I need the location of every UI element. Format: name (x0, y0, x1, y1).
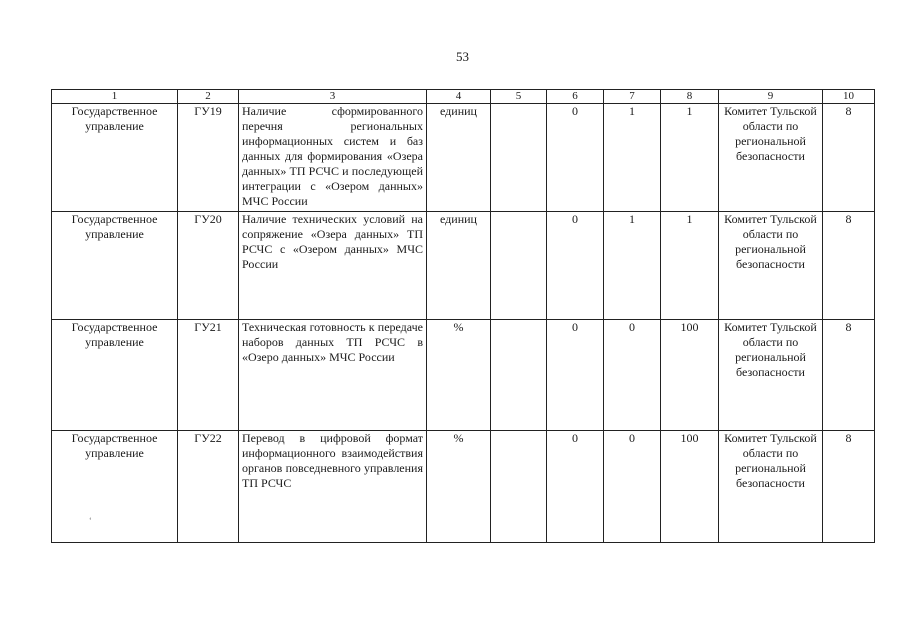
indicator-cell: Наличие технических условий на сопряжение «Озера данных» ТП РСЧС с «Озером данных» МЧС России (239, 212, 427, 320)
scan-speck: ‘ (89, 516, 92, 525)
column-header: 5 (491, 90, 547, 104)
column-header: 3 (239, 90, 427, 104)
code-cell: ГУ22 (178, 431, 239, 543)
unit-cell: % (427, 431, 491, 543)
col6-cell: 0 (547, 320, 604, 431)
column-header: 7 (604, 90, 661, 104)
area-cell: Государственное управление (52, 320, 178, 431)
column-header: 1 (52, 90, 178, 104)
unit-cell: % (427, 320, 491, 431)
col8-cell: 100 (661, 320, 719, 431)
area-cell: Государственное управление (52, 431, 178, 543)
col7-cell: 0 (604, 320, 661, 431)
responsible-cell: Комитет Тульской области по региональной безопасности (719, 212, 823, 320)
unit-cell: единиц (427, 212, 491, 320)
column-header: 10 (823, 90, 875, 104)
code-cell: ГУ19 (178, 104, 239, 212)
col8-cell: 1 (661, 212, 719, 320)
col6-cell: 0 (547, 104, 604, 212)
col7-cell: 0 (604, 431, 661, 543)
column-header: 9 (719, 90, 823, 104)
col10-cell: 8 (823, 320, 875, 431)
col5-cell (491, 320, 547, 431)
indicator-cell: Техническая готовность к передаче наборов данных ТП РСЧС в «Озеро данных» МЧС России (239, 320, 427, 431)
responsible-cell: Комитет Тульской области по региональной безопасности (719, 320, 823, 431)
responsible-cell: Комитет Тульской области по региональной безопасности (719, 104, 823, 212)
column-header: 6 (547, 90, 604, 104)
table-row (52, 320, 875, 431)
table-row (52, 104, 875, 212)
table-row (52, 431, 875, 543)
code-cell: ГУ20 (178, 212, 239, 320)
column-header: 2 (178, 90, 239, 104)
col5-cell (491, 431, 547, 543)
col6-cell: 0 (547, 431, 604, 543)
header-row (52, 90, 875, 104)
col8-cell: 100 (661, 431, 719, 543)
col8-cell: 1 (661, 104, 719, 212)
column-header: 8 (661, 90, 719, 104)
page-number: 53 (456, 49, 469, 64)
col10-cell: 8 (823, 431, 875, 543)
col10-cell: 8 (823, 104, 875, 212)
col7-cell: 1 (604, 104, 661, 212)
col5-cell (491, 212, 547, 320)
unit-cell: единиц (427, 104, 491, 212)
column-header: 4 (427, 90, 491, 104)
responsible-cell: Комитет Тульской области по региональной безопасности (719, 431, 823, 543)
indicators-table (51, 89, 875, 543)
area-cell: Государственное управление (52, 212, 178, 320)
indicator-cell: Перевод в цифровой формат информационного взаимодействия органов повседневного управления ТП РСЧС (239, 431, 427, 543)
col10-cell: 8 (823, 212, 875, 320)
col5-cell (491, 104, 547, 212)
col6-cell: 0 (547, 212, 604, 320)
table-row (52, 212, 875, 320)
area-cell: Государственное управление (52, 104, 178, 212)
indicator-cell: Наличие сформированного перечня региональных информационных систем и баз данных для формирования «Озера данных» ТП РСЧС и последующей интеграции с «Озером данных» МЧС России (239, 104, 427, 212)
code-cell: ГУ21 (178, 320, 239, 431)
col7-cell: 1 (604, 212, 661, 320)
